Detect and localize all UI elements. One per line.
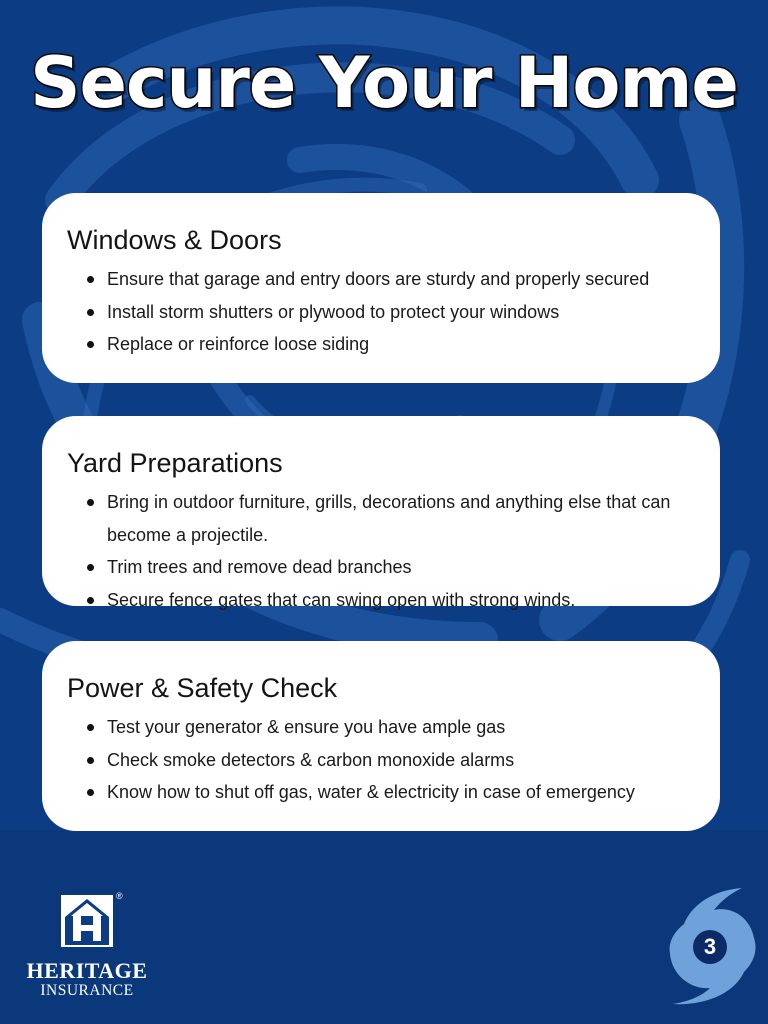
- list-item: Install storm shutters or plywood to protect your windows: [107, 296, 690, 329]
- bullet-icon: [87, 757, 94, 764]
- section-card-windows-doors: [42, 193, 720, 383]
- list-item: Test your generator & ensure you have ample gas: [107, 711, 690, 744]
- list-item: Bring in outdoor furniture, grills, decorations and anything else that can become a projectile.: [107, 486, 690, 551]
- bullet-icon: [87, 309, 94, 316]
- page-number: 3: [693, 930, 727, 964]
- bullet-icon: [87, 724, 94, 731]
- bullet-icon: [87, 789, 94, 796]
- bullet-icon: [87, 564, 94, 571]
- heritage-house-icon: [59, 893, 115, 949]
- bullet-icon: [87, 276, 94, 283]
- section-heading: Yard Preparations: [67, 448, 283, 478]
- section-card-yard-preparations: [42, 416, 720, 610]
- list-item: Know how to shut off gas, water & electricity in case of emergency: [107, 776, 690, 809]
- page-title: Secure Your Home: [30, 42, 738, 124]
- bullet-list: [67, 711, 690, 809]
- list-item: Trim trees and remove dead branches: [107, 551, 690, 584]
- brand-name: HERITAGE: [26, 958, 148, 983]
- list-item: Check smoke detectors & carbon monoxide alarms: [107, 744, 690, 777]
- bullet-list: [67, 486, 690, 616]
- heritage-insurance-logo: [22, 893, 152, 1003]
- bullet-list: [67, 263, 690, 361]
- section-card-power-safety: [42, 641, 720, 831]
- bullet-icon: [87, 499, 94, 506]
- list-item: Secure fence gates that can swing open with strong winds.: [107, 584, 690, 617]
- section-heading: Windows & Doors: [67, 225, 282, 255]
- bullet-icon: [87, 341, 94, 348]
- brand-subtitle: INSURANCE: [40, 982, 134, 999]
- section-heading: Power & Safety Check: [67, 673, 338, 703]
- bullet-icon: [87, 597, 94, 604]
- registered-mark: ®: [116, 891, 123, 901]
- list-item: Replace or reinforce loose siding: [107, 328, 690, 361]
- list-item: Ensure that garage and entry doors are sturdy and properly secured: [107, 263, 690, 296]
